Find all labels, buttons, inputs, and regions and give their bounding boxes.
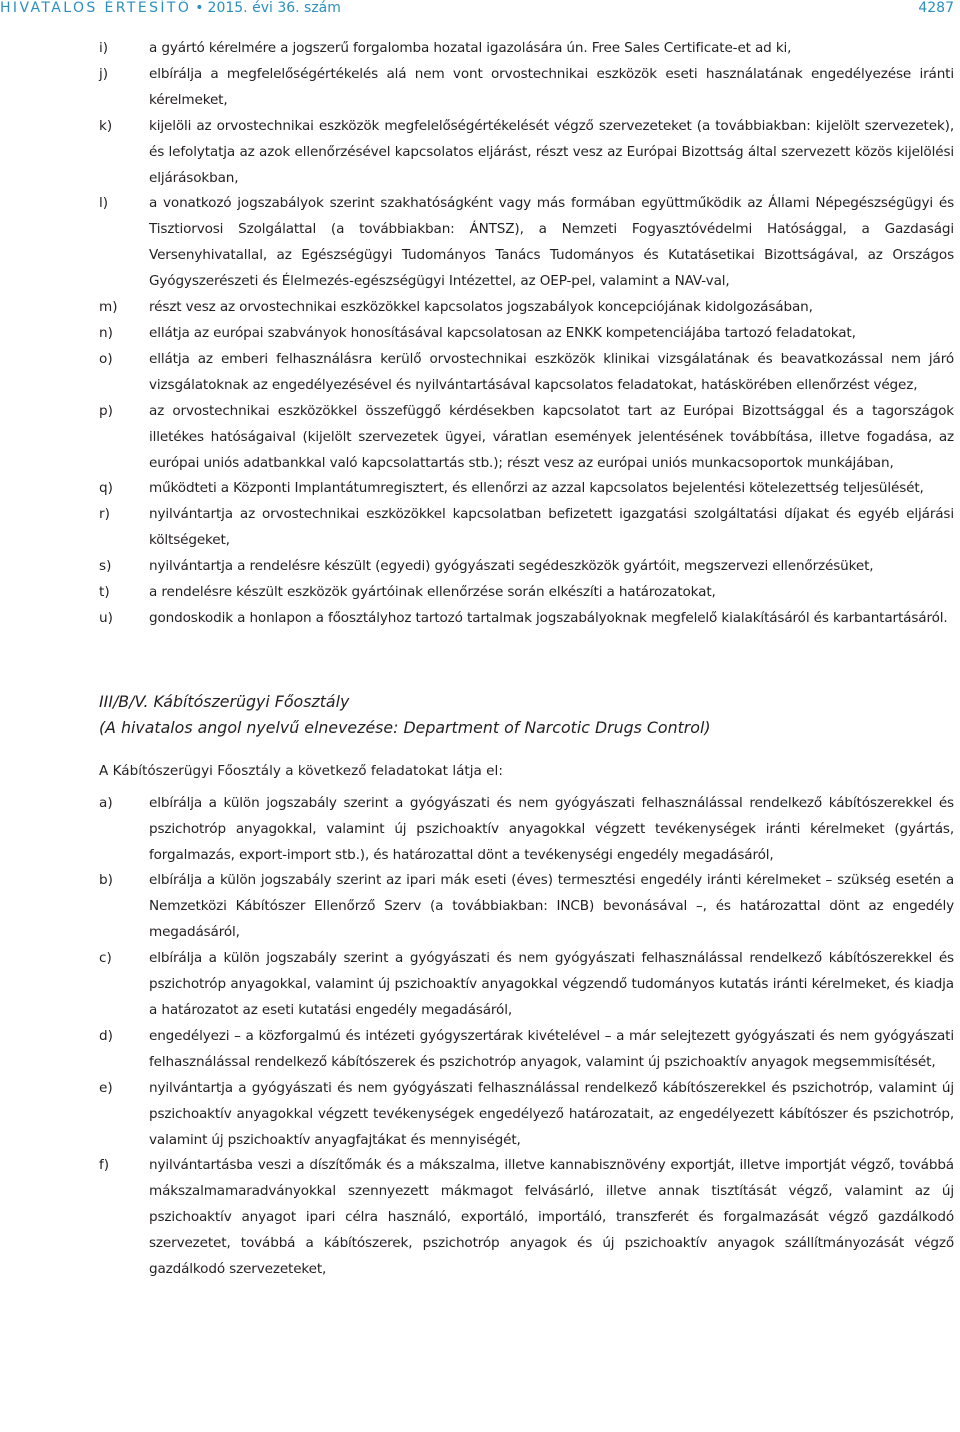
list-item-label: d) bbox=[99, 1027, 113, 1044]
section-intro: A Kábítószerügyi Főosztály a következő feladatokat látja el: bbox=[99, 762, 503, 779]
list-item bbox=[0, 36, 960, 62]
list-item-text: a vonatkozó jogszabályok szerint szakhatóságként vagy más formában együttműködik az Állami Népegészségügyi és Tisztiorvosi Szolgálattal (a továbbiakban: ÁNTSZ), a Nemzeti Fogyasztóvédelmi Hatósággal, a Gazdasági Versenyhivatallal, az Egészségügyi Tudományos Tanács Tudományos és Kutatásetikai Bizottságával, az Országos Gyógyszerészeti és Élelmezés-egészségügyi Intézettel, az OEP-pel, valamint a NAV-val, bbox=[149, 195, 954, 290]
list-item-label: r) bbox=[99, 506, 110, 523]
list-item bbox=[0, 191, 960, 295]
page-number: 4287 bbox=[918, 0, 954, 16]
section-subtitle: (A hivatalos angol nyelvű elnevezése: Department of Narcotic Drugs Control) bbox=[99, 717, 711, 737]
page-content bbox=[0, 36, 960, 1426]
list-item-label: o) bbox=[99, 350, 113, 367]
list-item-label: i) bbox=[99, 40, 109, 56]
list-item-text: ellátja az emberi felhasználásra kerülő orvostechnikai eszközök klinikai vizsgálatának és beavatkozással nem járó vizsgálatoknak az engedélyezésével és nyilvántartásával kapcsolatos feladatokat, hatáskörében ellenőrzést végez, bbox=[149, 350, 954, 393]
task-list-1 bbox=[0, 36, 960, 632]
list-item-text: elbírálja a külön jogszabály szerint az ipari mák eseti (éves) termesztési engedély iránti kérelmeket – szükség esetén a Nemzetközi Kábítószer Ellenőrző Szerv (a továbbiakban: INCB) bevonásával –, és határozattal dönt az engedély megadásáról, bbox=[149, 872, 954, 941]
list-item-label: k) bbox=[99, 117, 113, 134]
list-item-text: részt vesz az orvostechnikai eszközökkel kapcsolatos jogszabályok koncepciójának kidolgozásában, bbox=[149, 299, 813, 316]
list-item bbox=[0, 476, 960, 502]
list-item bbox=[0, 399, 960, 477]
list-item-text: nyilvántartja a gyógyászati és nem gyógyászati felhasználással rendelkező kábítószerekkel és pszichotróp, valamint új pszichoaktív anyagokkal végzett tevékenységek engedélyező határozatait, az engedélyezett kábítószer és pszichotróp, valamint új pszichoaktív anyagfajtákat és mennyiségét, bbox=[149, 1079, 954, 1148]
list-item-text: elbírálja a külön jogszabály szerint a gyógyászati és nem gyógyászati felhasználással rendelkező kábítószerekkel és pszichotróp anyagokkal, valamint új pszichoaktív anyagokkal végzendő tudományos kutatás iránti kérelmeket, és kiadja a határozatot az eseti kutatási engedély megadásáról, bbox=[149, 950, 954, 1018]
list-item bbox=[0, 1153, 960, 1283]
list-item-label: u) bbox=[99, 609, 113, 626]
list-item bbox=[0, 321, 960, 347]
list-item-label: m) bbox=[99, 299, 118, 316]
list-item-text: nyilvántartja a rendelésre készült (egyedi) gyógyászati segédeszközök gyártóit, megszervezi ellenőrzésüket, bbox=[149, 558, 874, 575]
list-item bbox=[0, 946, 960, 1024]
list-item-label: f) bbox=[99, 1157, 110, 1174]
list-item bbox=[0, 868, 960, 946]
list-item-label: e) bbox=[99, 1079, 113, 1096]
list-item-label: q) bbox=[99, 480, 113, 497]
page-header bbox=[0, 0, 960, 22]
list-item-text: nyilvántartásba veszi a díszítőmák és a mákszalma, illetve kannabisznövény exportját, illetve importját végző, továbbá mákszalmamaradványokkal szennyezett mákmagot felvásárló, illetve annak tisztítását végző, valamint az új pszichoaktív anyagot ipari célra használó, exportáló, importáló, transzferét és forgalmazását végző gazdálkodó szervezetet, továbbá a kábítószerek, pszichotróp anyagok és új pszichoaktív anyagok szállítmányozását végző gazdálkodó szervezeteket, bbox=[149, 1157, 954, 1278]
list-item bbox=[0, 62, 960, 114]
list-item-text: gondoskodik a honlapon a főosztályhoz tartozó tartalmak jogszabályoknak megfelelő kialakításáról és karbantartásáról. bbox=[149, 609, 948, 626]
list-item-text: elbírálja a megfelelőségértékelés alá nem vont orvostechnikai eszközök eseti használatának engedélyezése iránti kérelmeket, bbox=[149, 65, 954, 108]
list-item bbox=[0, 580, 960, 606]
list-item-label: b) bbox=[99, 872, 113, 889]
header-separator: • bbox=[195, 0, 204, 16]
list-item bbox=[0, 1076, 960, 1154]
list-item-text: a gyártó kérelmére a jogszerű forgalomba hozatal igazolására ún. Free Sales Certificate-et ad ki, bbox=[149, 40, 792, 56]
list-item-label: a) bbox=[99, 794, 113, 811]
list-item bbox=[0, 606, 960, 632]
list-item-text: az orvostechnikai eszközökkel összefüggő kérdésekben kapcsolatot tart az Európai Bizottsággal és a tagországok illetékes hatóságaival (kijelölt szervezetek ügyei, váratlan események jelentésének továbbítása, illetve fogadása, az európai uniós adatbankkal való kapcsolattartás stb.); részt vesz az európai uniós munkacsoportok munkájában, bbox=[149, 402, 954, 471]
list-item bbox=[0, 502, 960, 554]
list-item-label: t) bbox=[99, 584, 110, 601]
task-list-2 bbox=[0, 791, 960, 1283]
list-item-text: kijelöli az orvostechnikai eszközök megfelelőségértékelését végző szervezeteket (a továbbiakban: kijelölt szervezetek), és lefolytatja az azok ellenőrzésével kapcsolatos eljárást, részt vesz az Európai Bizottság által szervezett közös kijelölési eljárásokban, bbox=[149, 117, 954, 186]
journal-title: HIVATALOS ÉRTESÍTŐ bbox=[0, 0, 192, 16]
list-item-text: működteti a Központi Implantátumregisztert, és ellenőrzi az azzal kapcsolatos bejelentési kötelezettség teljesülését, bbox=[149, 480, 924, 497]
list-item bbox=[0, 295, 960, 321]
list-item-text: engedélyezi – a közforgalmú és intézeti gyógyszertárak kivételével – a már selejtezett gyógyászati és nem gyógyászati felhasználással rendelkező kábítószerek és pszichotróp anyagok, valamint új pszichoaktív anyagok megsemmisítését, bbox=[149, 1027, 954, 1070]
list-item bbox=[0, 554, 960, 580]
list-item-text: a rendelésre készült eszközök gyártóinak ellenőrzése során elkészíti a határozatokat, bbox=[149, 584, 716, 601]
list-item-text: nyilvántartja az orvostechnikai eszközökkel kapcsolatban befizetett igazgatási szolgáltatási díjakat és egyéb eljárási költségeket, bbox=[149, 506, 954, 549]
list-item-label: s) bbox=[99, 558, 112, 575]
list-item bbox=[0, 791, 960, 869]
running-head bbox=[0, 0, 341, 16]
list-item bbox=[0, 347, 960, 399]
list-item-label: j) bbox=[99, 65, 109, 82]
list-item-label: c) bbox=[99, 950, 112, 967]
list-item-label: n) bbox=[99, 324, 113, 341]
list-item-text: ellátja az európai szabványok honosításával kapcsolatosan az ENKK kompetenciájába tartozó feladatokat, bbox=[149, 324, 856, 341]
list-item-text: elbírálja a külön jogszabály szerint a gyógyászati és nem gyógyászati felhasználással rendelkező kábítószerekkel és pszichotróp anyagokkal, valamint új pszichoaktív anyagokkal végzett tevékenységek iránti kérelmeket (gyártás, forgalmazás, export-import stb.), és határozattal dönt a tevékenységi engedély megadásáról, bbox=[149, 794, 954, 863]
list-item-label: p) bbox=[99, 402, 113, 419]
list-item-label: l) bbox=[99, 195, 109, 212]
list-item bbox=[0, 114, 960, 192]
section-title: III/B/V. Kábítószerügyi Főosztály bbox=[99, 691, 350, 711]
list-item bbox=[0, 1024, 960, 1076]
issue-date: 2015. évi 36. szám bbox=[207, 0, 341, 16]
